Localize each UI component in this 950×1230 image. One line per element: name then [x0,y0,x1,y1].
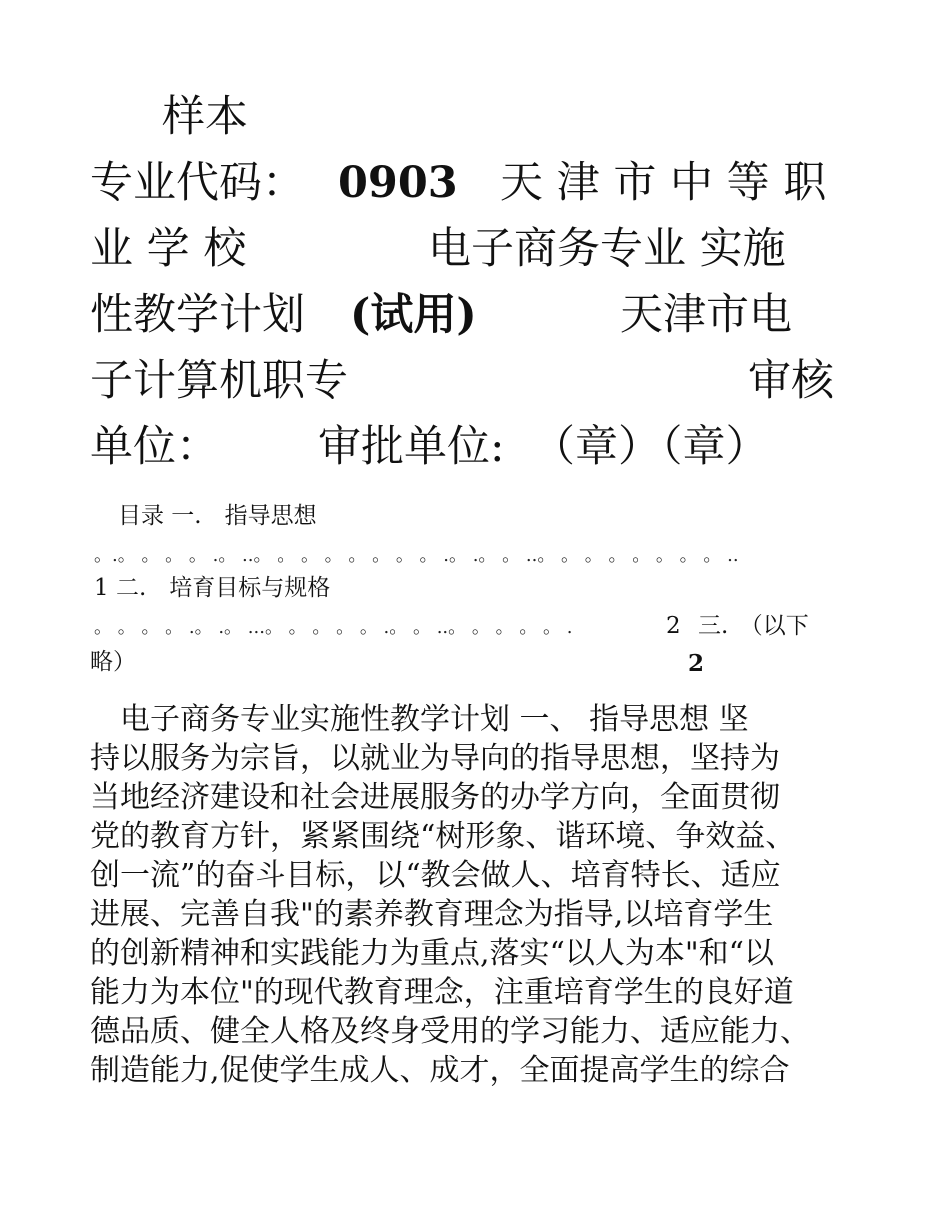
title-line-1: 天 津 市 中 等 职 [500,158,827,208]
sample-label: 样本 [162,92,248,142]
title-line-4b: 审核 [748,356,834,406]
seal-marks: （章）（章） [532,422,769,472]
title-trial: (试用) [350,290,477,340]
toc-item-2: 1 二. 培育目标与规格 [94,575,331,601]
code-label: 专业代码： [90,158,305,208]
body-line: 创一流”的奋斗目标，以“教会做人、培育特长、适应 [90,858,781,893]
toc-item-3-continued: 略） [90,649,136,675]
audit-unit-label: 单位： [90,422,219,472]
body-line: 能力为本位"的现代教育理念，注重培育学生的良好道 [90,975,794,1010]
toc-item-3: 三. （以下 [698,613,809,639]
body-line: 持以服务为宗旨，以就业为导向的指导思想，坚持为 [90,741,780,776]
body-line: 电子商务专业实施性教学计划 一、 指导思想 坚 [90,702,749,737]
body-line: 进展、完善自我"的素养教育理念为指导,以培育学生 [90,897,774,932]
toc-leader-dots-2: 。 。 。 。 .。 .。 ...。 。 。 。 。 .。 。 ..。 。 。 。 。 . [94,617,573,638]
toc-page-number-3: 2 [688,650,705,677]
code-value: 0903 [338,158,458,208]
approval-unit-label: 审批单位: [318,422,505,472]
title-line-3a: 性教学计划 [90,290,305,340]
title-line-4a: 子计算机职专 [90,356,348,406]
toc-leader-dots-1: 。.。 。 。 。 .。 ..。 。 。 。 。 。 。 。 .。 .。 。 ..。 。 。 。 。 。 。 。 .. [94,545,739,566]
body-line: 当地经济建设和社会进展服务的办学方向，全面贯彻 [90,780,780,815]
toc-heading: 目录 一. 指导思想 [118,503,317,529]
body-line: 党的教育方针，紧紧围绕“树形象、谐环境、争效益、 [90,819,796,854]
body-line: 德品质、健全人格及终身受用的学习能力、适应能力、 [90,1014,810,1049]
body-line: 的创新精神和实践能力为重点,落实“以人为本"和“以 [90,936,775,971]
body-line: 制造能力,促使学生成人、成才，全面提高学生的综合 [90,1053,790,1088]
title-line-2b: 电子商务专业 实施 [428,224,786,274]
body-paragraph [90,700,865,1090]
title-line-3b: 天津市电 [620,290,792,340]
toc-page-number-2: 2 [666,613,681,639]
title-line-2a: 业 学 校 [90,224,247,274]
